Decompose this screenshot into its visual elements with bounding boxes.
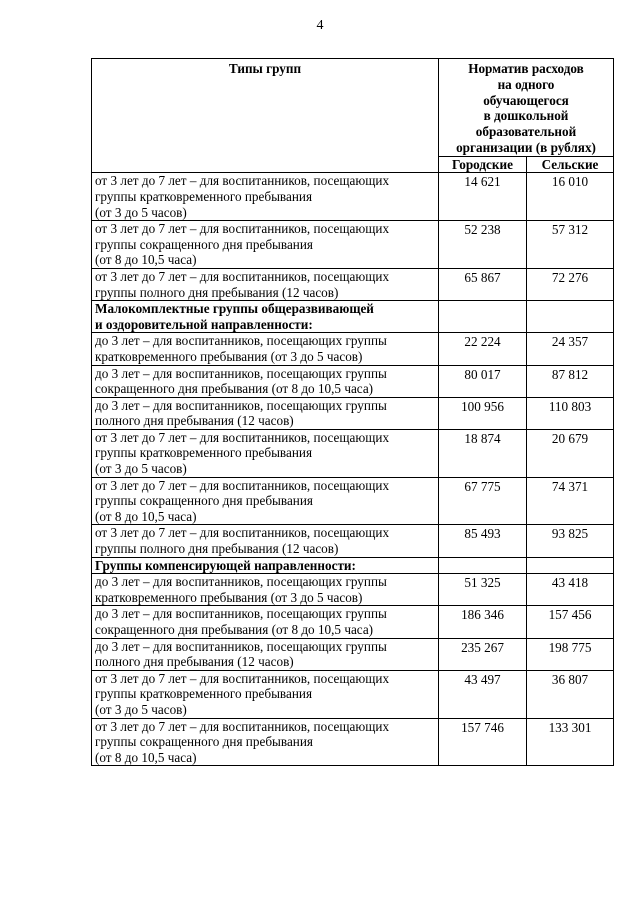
urban-value: 43 497: [439, 670, 527, 718]
group-description: [92, 525, 439, 557]
rural-value: 57 312: [527, 221, 614, 269]
rural-value: 43 418: [527, 574, 614, 606]
description-line: группы сокращенного дня пребывания: [95, 734, 313, 750]
rural-value: 16 010: [527, 173, 614, 221]
table-row: [92, 397, 614, 429]
group-description: [92, 365, 439, 397]
table-row: [92, 268, 614, 300]
rural-value: 198 775: [527, 638, 614, 670]
description-line: Малокомплектные группы общеразвивающей: [95, 301, 374, 317]
group-description: [92, 221, 439, 269]
table-row: [92, 429, 614, 477]
rural-value: 36 807: [527, 670, 614, 718]
urban-value: 52 238: [439, 221, 527, 269]
table-row: [92, 477, 614, 525]
header-norm-line: на одного: [497, 76, 555, 92]
description-line: (от 3 до 5 часов): [95, 461, 187, 477]
rural-value: [527, 301, 614, 333]
rural-value: 20 679: [527, 429, 614, 477]
table-row: [92, 638, 614, 670]
description-line: до 3 лет – для воспитанников, посещающих группы: [95, 365, 387, 381]
group-description: [92, 333, 439, 365]
group-description: [92, 268, 439, 300]
section-title: [92, 557, 439, 574]
description-line: полного дня пребывания (12 часов): [95, 654, 294, 670]
description-line: сокращенного дня пребывания (от 8 до 10,5 часа): [95, 381, 374, 397]
header-norm-line: образовательной: [475, 124, 577, 140]
description-line: от 3 лет до 7 лет – для воспитанников, посещающих: [95, 477, 390, 493]
table-row: [92, 606, 614, 638]
description-line: (от 8 до 10,5 часа): [95, 749, 197, 765]
description-line: сокращенного дня пребывания (от 8 до 10,5 часа): [95, 622, 374, 637]
description-line: от 3 лет до 7 лет – для воспитанников, посещающих: [95, 429, 390, 445]
description-line: от 3 лет до 7 лет – для воспитанников, посещающих: [95, 670, 390, 686]
table-row: [92, 173, 614, 221]
description-line: группы кратковременного пребывания: [95, 188, 313, 204]
description-line: до 3 лет – для воспитанников, посещающих группы: [95, 606, 387, 622]
description-line: (от 3 до 5 часов): [95, 701, 187, 717]
header-norm-line: в дошкольной: [483, 108, 569, 124]
header-norm-line: Норматив расходов: [468, 61, 584, 76]
description-line: до 3 лет – для воспитанников, посещающих группы: [95, 574, 387, 590]
group-description: [92, 606, 439, 638]
table-row: [92, 333, 614, 365]
rural-value: 133 301: [527, 718, 614, 766]
header-norm-line: обучающегося: [483, 92, 569, 108]
section-row: [92, 557, 614, 574]
description-line: группы сокращенного дня пребывания: [95, 236, 313, 252]
urban-value: 65 867: [439, 268, 527, 300]
group-description: [92, 718, 439, 766]
description-line: от 3 лет до 7 лет – для воспитанников, посещающих: [95, 173, 390, 189]
rural-value: 93 825: [527, 525, 614, 557]
urban-value: 14 621: [439, 173, 527, 221]
description-line: кратковременного пребывания (от 3 до 5 часов): [95, 348, 363, 364]
table-row: [92, 574, 614, 606]
description-line: от 3 лет до 7 лет – для воспитанников, посещающих: [95, 221, 390, 237]
header-cost-norm: [439, 59, 614, 157]
description-line: (от 8 до 10,5 часа): [95, 508, 197, 524]
section-title: [92, 301, 439, 333]
urban-value: 100 956: [439, 397, 527, 429]
table-row: [92, 365, 614, 397]
header-urban: Городские: [439, 156, 527, 173]
description-line: группы сокращенного дня пребывания: [95, 493, 313, 509]
description-line: Группы компенсирующей направленности:: [95, 557, 356, 573]
rural-value: 72 276: [527, 268, 614, 300]
table-body: [92, 173, 614, 766]
description-line: кратковременного пребывания (от 3 до 5 часов): [95, 589, 363, 605]
urban-value: 18 874: [439, 429, 527, 477]
group-description: [92, 173, 439, 221]
rural-value: 110 803: [527, 397, 614, 429]
table-row: [92, 670, 614, 718]
urban-value: 80 017: [439, 365, 527, 397]
table-row: [92, 525, 614, 557]
rural-value: 74 371: [527, 477, 614, 525]
description-line: (от 3 до 5 часов): [95, 204, 187, 220]
description-line: группы полного дня пребывания (12 часов): [95, 284, 339, 300]
urban-value: 85 493: [439, 525, 527, 557]
description-line: и оздоровительной направленности:: [95, 316, 313, 332]
header-group-types: Типы групп: [92, 59, 439, 173]
group-description: [92, 397, 439, 429]
group-description: [92, 477, 439, 525]
urban-value: 157 746: [439, 718, 527, 766]
description-line: до 3 лет – для воспитанников, посещающих группы: [95, 333, 387, 349]
header-rural: Сельские: [527, 156, 614, 173]
urban-value: 186 346: [439, 606, 527, 638]
table-header: [92, 59, 614, 173]
table-row: [92, 221, 614, 269]
description-line: до 3 лет – для воспитанников, посещающих группы: [95, 638, 387, 654]
rural-value: 24 357: [527, 333, 614, 365]
group-description: [92, 638, 439, 670]
page-number: 4: [316, 18, 324, 33]
description-line: полного дня пребывания (12 часов): [95, 413, 294, 429]
description-line: от 3 лет до 7 лет – для воспитанников, посещающих: [95, 268, 390, 284]
description-line: группы кратковременного пребывания: [95, 686, 313, 702]
cost-norms-table: [91, 58, 614, 766]
description-line: группы полного дня пребывания (12 часов): [95, 541, 339, 557]
rural-value: 157 456: [527, 606, 614, 638]
urban-value: [439, 557, 527, 574]
urban-value: 22 224: [439, 333, 527, 365]
description-line: до 3 лет – для воспитанников, посещающих группы: [95, 397, 387, 413]
rural-value: 87 812: [527, 365, 614, 397]
description-line: от 3 лет до 7 лет – для воспитанников, посещающих: [95, 718, 390, 734]
group-description: [92, 574, 439, 606]
urban-value: 51 325: [439, 574, 527, 606]
rural-value: [527, 557, 614, 574]
section-row: [92, 301, 614, 333]
table-row: [92, 718, 614, 766]
urban-value: 67 775: [439, 477, 527, 525]
header-norm-line: организации (в рублях): [456, 139, 596, 155]
group-description: [92, 429, 439, 477]
description-line: (от 8 до 10,5 часа): [95, 252, 197, 268]
description-line: от 3 лет до 7 лет – для воспитанников, посещающих: [95, 525, 390, 541]
urban-value: [439, 301, 527, 333]
group-description: [92, 670, 439, 718]
description-line: группы кратковременного пребывания: [95, 445, 313, 461]
urban-value: 235 267: [439, 638, 527, 670]
